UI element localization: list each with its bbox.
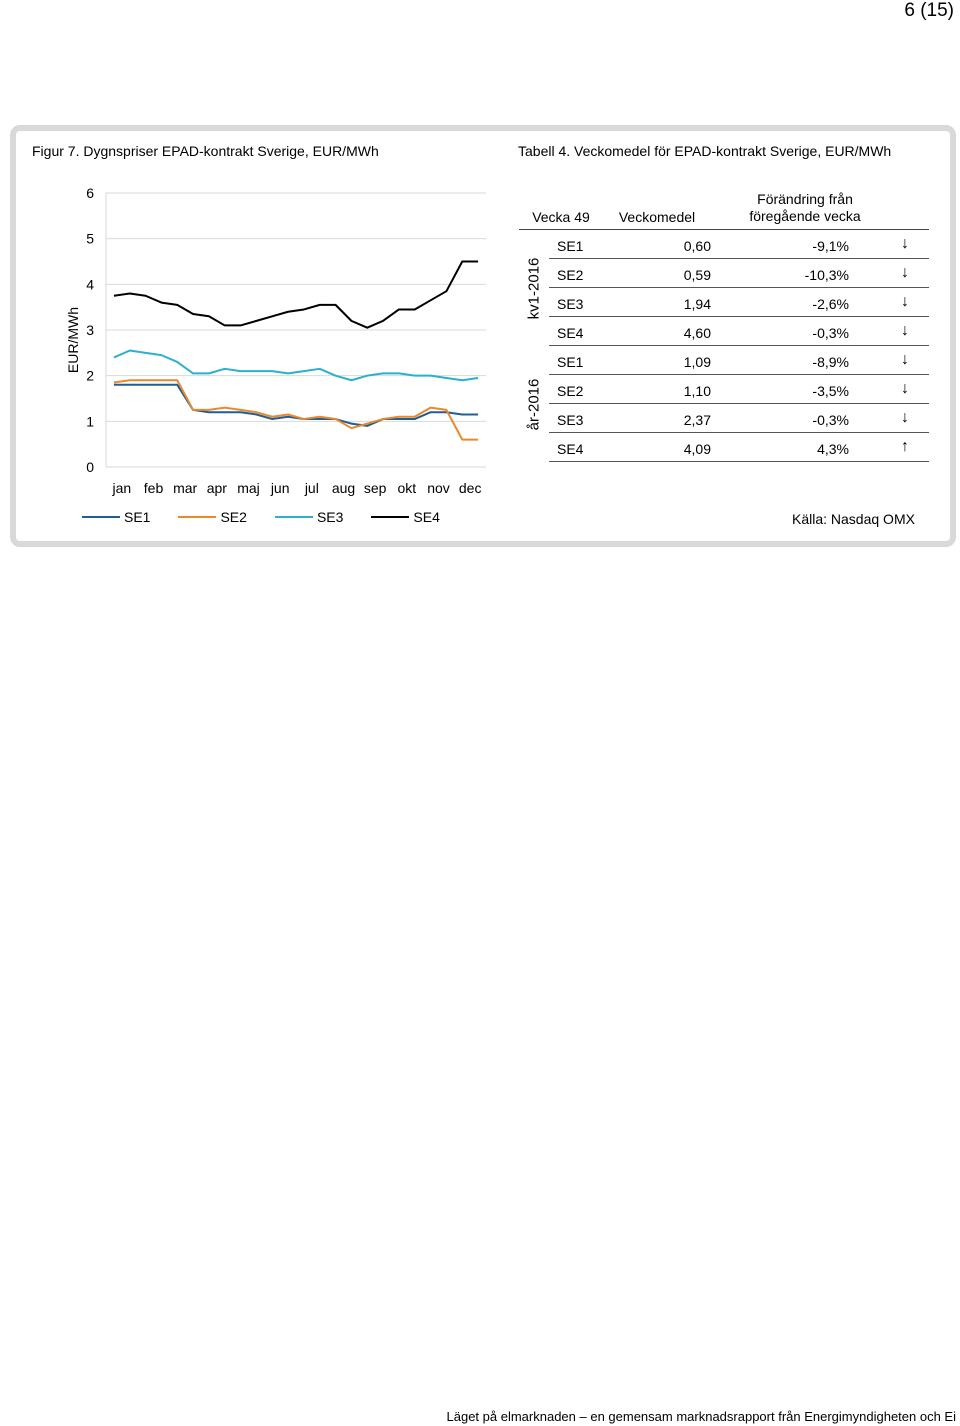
legend-item-se4 (371, 509, 439, 525)
table-title: Tabell 4. Veckomedel för EPAD-kontrakt Sverige, EUR/MWh (518, 143, 892, 159)
x-tick-label: jul (304, 480, 319, 496)
chart-legend (82, 509, 440, 525)
arrow-down-icon: ↓ (901, 264, 909, 281)
y-tick-label: 4 (86, 276, 94, 293)
arrow-down-icon: ↓ (901, 235, 909, 252)
cell-change: 4,3% (817, 441, 849, 457)
cell-average: 1,09 (683, 354, 711, 370)
table-row (549, 404, 929, 433)
table-group-kv1 (519, 230, 929, 346)
y-tick-label: 3 (86, 322, 94, 338)
cell-average: 4,09 (683, 441, 711, 457)
cell-average: 4,60 (683, 325, 711, 341)
group-label-ar (519, 346, 549, 462)
cell-area: SE4 (557, 441, 584, 457)
table-row (549, 259, 929, 288)
group-label-text: år-2016 (525, 378, 543, 430)
arrow-down-icon: ↓ (901, 380, 909, 397)
cell-average: 1,10 (683, 383, 711, 399)
cell-area: SE2 (557, 267, 584, 283)
legend-label-se2: SE2 (220, 509, 247, 525)
table-row (549, 230, 929, 259)
legend-label-se4: SE4 (413, 509, 440, 525)
cell-area: SE4 (557, 325, 584, 341)
x-tick-label: aug (331, 480, 356, 496)
y-tick-label: 2 (86, 367, 94, 384)
cell-change: -2,6% (812, 296, 849, 312)
cell-change: -10,3% (804, 267, 849, 283)
figure-title: Figur 7. Dygnspriser EPAD-kontrakt Sverige, EUR/MWh (32, 143, 379, 159)
arrow-down-icon: ↓ (901, 322, 909, 339)
table-row (549, 433, 929, 462)
x-tick-label: maj (237, 480, 260, 496)
source-note: Källa: Nasdaq OMX (792, 511, 915, 527)
table-row (549, 317, 929, 346)
table-header (519, 187, 929, 230)
price-chart (16, 131, 516, 506)
legend-swatch-se2 (178, 516, 216, 518)
cell-change: -9,1% (812, 238, 849, 254)
y-tick-label: 0 (86, 459, 94, 475)
header-change: Förändring från föregående vecka (749, 191, 861, 224)
header-average: Veckomedel (618, 209, 696, 225)
table-row (549, 375, 929, 404)
table-group-ar (519, 346, 929, 462)
group-label-kv1 (519, 230, 549, 346)
cell-change: -0,3% (812, 412, 849, 428)
arrow-down-icon: ↓ (901, 409, 909, 426)
arrow-up-icon: ↑ (901, 438, 909, 455)
cell-average: 0,59 (683, 267, 711, 283)
cell-change: -3,5% (812, 383, 849, 399)
x-tick-label: jun (270, 480, 290, 496)
legend-swatch-se3 (275, 516, 313, 518)
arrow-down-icon: ↓ (901, 293, 909, 310)
series-line-se2 (114, 380, 478, 439)
x-tick-label: jan (112, 480, 132, 496)
legend-swatch-se1 (82, 516, 120, 518)
cell-area: SE1 (557, 354, 584, 370)
x-tick-label: dec (458, 480, 482, 496)
page-footer: Läget på elmarknaden – en gemensam marknadsrapport från Energimyndigheten och Ei (446, 1409, 956, 1424)
cell-area: SE2 (557, 383, 584, 399)
table-row (549, 288, 929, 317)
x-tick-label: okt (397, 480, 417, 496)
x-tick-label: sep (363, 480, 387, 496)
legend-item-se1 (82, 509, 150, 525)
x-tick-label: mar (173, 480, 198, 496)
cell-area: SE3 (557, 296, 584, 312)
page-number: 6 (15) (904, 0, 954, 21)
y-tick-label: 1 (86, 413, 94, 430)
header-week: Vecka 49 (532, 209, 590, 225)
cell-average: 1,94 (683, 296, 711, 312)
weekly-average-table (519, 187, 929, 462)
cell-average: 0,60 (683, 238, 711, 254)
cell-change: -8,9% (812, 354, 849, 370)
y-tick-label: 6 (86, 185, 94, 201)
table-row (549, 346, 929, 375)
figure-panel (10, 125, 956, 547)
cell-average: 2,37 (683, 412, 711, 428)
legend-swatch-se4 (371, 516, 409, 518)
legend-label-se1: SE1 (124, 509, 151, 525)
cell-area: SE1 (557, 238, 584, 254)
legend-label-se3: SE3 (316, 509, 344, 525)
y-axis-label: EUR/MWh (65, 306, 81, 374)
legend-item-se3 (275, 509, 343, 525)
legend-item-se2 (178, 509, 246, 525)
arrow-down-icon: ↓ (901, 351, 909, 368)
x-tick-label: apr (206, 480, 227, 496)
group-label-text: kv1-2016 (525, 257, 543, 319)
series-line-se1 (114, 385, 478, 426)
x-tick-label: nov (427, 480, 450, 496)
series-line-se4 (114, 262, 478, 328)
cell-change: -0,3% (812, 325, 849, 341)
cell-area: SE3 (557, 412, 584, 428)
y-tick-label: 5 (86, 230, 94, 247)
x-tick-label: feb (143, 480, 164, 496)
